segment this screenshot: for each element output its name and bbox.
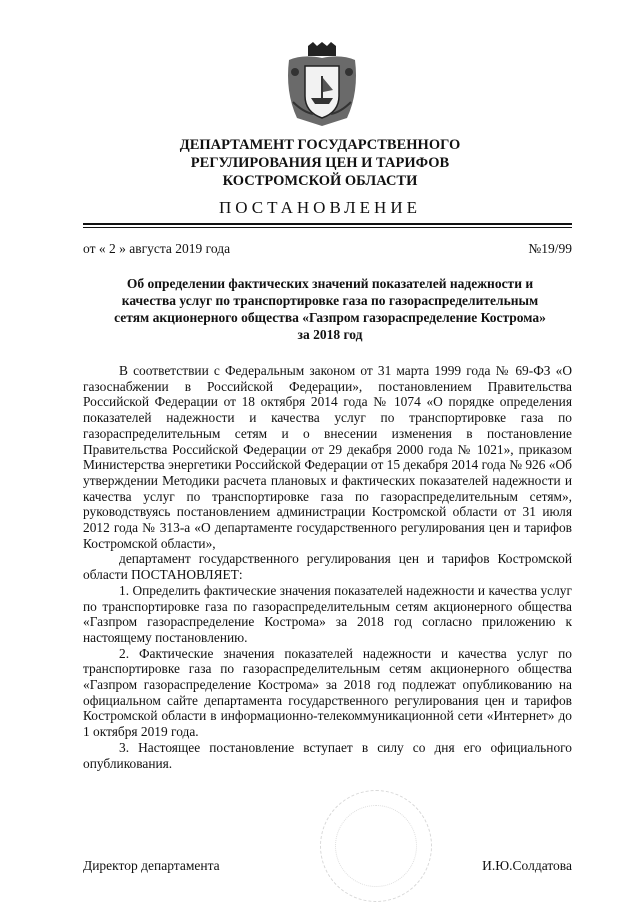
org-line-3: КОСТРОМСКОЙ ОБЛАСТИ bbox=[222, 173, 418, 189]
subject-line-1: Об определении фактических значений показателей надежности и bbox=[126, 276, 534, 291]
document-body bbox=[83, 363, 572, 771]
document-subject bbox=[100, 275, 560, 343]
subject-line-3: сетям акционерного общества «Газпром газораспределение Кострома» bbox=[114, 310, 546, 325]
signer-title: Директор департамента bbox=[83, 858, 220, 873]
body-paragraph-item-3: 3. Настоящее постановление вступает в силу со дня его официального опубликования. bbox=[83, 739, 572, 771]
body-paragraph-item-2: 2. Фактические значения показателей надежности и качества услуг по транспортировке газа по газораспределительным сетям акционерного общества «Газпром газораспределение Кострома» за 2018 год подлежат опубликованию на официальном сайте департамента государственного регулирования цен и тарифов Костромской области в информационно-телекоммуникационной сети «Интернет» до 1 октября 2019 года. bbox=[83, 645, 572, 740]
organization-name bbox=[0, 136, 640, 190]
document-date: от « 2 » августа 2019 года bbox=[83, 241, 231, 256]
body-paragraph-resolves: департамент государственного регулирования цен и тарифов Костромской области ПОСТАНОВЛЯЕТ: bbox=[83, 551, 572, 583]
org-line-1: ДЕПАРТАМЕНТ ГОСУДАРСТВЕННОГО bbox=[179, 137, 461, 153]
header-divider-thin bbox=[83, 227, 572, 228]
signer-name: И.Ю.Солдатова bbox=[482, 858, 572, 873]
kostroma-coat-of-arms-icon bbox=[283, 42, 361, 128]
header-divider bbox=[83, 223, 572, 225]
document-type: ПОСТАНОВЛЕНИЕ bbox=[218, 198, 421, 217]
body-paragraph-preamble: В соответствии с Федеральным законом от 31 марта 1999 года № 69-ФЗ «О газоснабжении в Российской Федерации», постановлением Правительства Российской Федерации от 18 октября 2014 года № 1074 «О порядке определения показателей надежности и качества услуг по транспортировке газа по газораспределительным сетям и о внесении изменения в постановление Правительства Российской Федерации от 29 декабря 2000 года № 1021», приказом Министерства энергетики Российской Федерации от 15 декабря 2014 года № 926 «Об утверждении Методики расчета плановых и фактических показателей надежности и качества услуг по транспортировке газа по газораспределительным сетям», руководствуясь постановлением администрации Костромской области от 31 июля 2012 года № 313-а «О департаменте государственного регулирования цен и тарифов Костромской области», bbox=[83, 363, 572, 551]
body-paragraph-item-1: 1. Определить фактические значения показателей надежности и качества услуг по транспортировке газа по газораспределительным сетям акционерного общества «Газпром газораспределение Кострома» за 2018 год согласно приложению к настоящему постановлению. bbox=[83, 582, 572, 645]
official-seal-stamp bbox=[320, 790, 432, 902]
subject-line-4: за 2018 год bbox=[297, 327, 363, 342]
document-number: №19/99 bbox=[528, 241, 572, 256]
subject-line-2: качества услуг по транспортировке газа по газораспределительным bbox=[121, 293, 539, 308]
org-line-2: РЕГУЛИРОВАНИЯ ЦЕН И ТАРИФОВ bbox=[190, 155, 450, 171]
